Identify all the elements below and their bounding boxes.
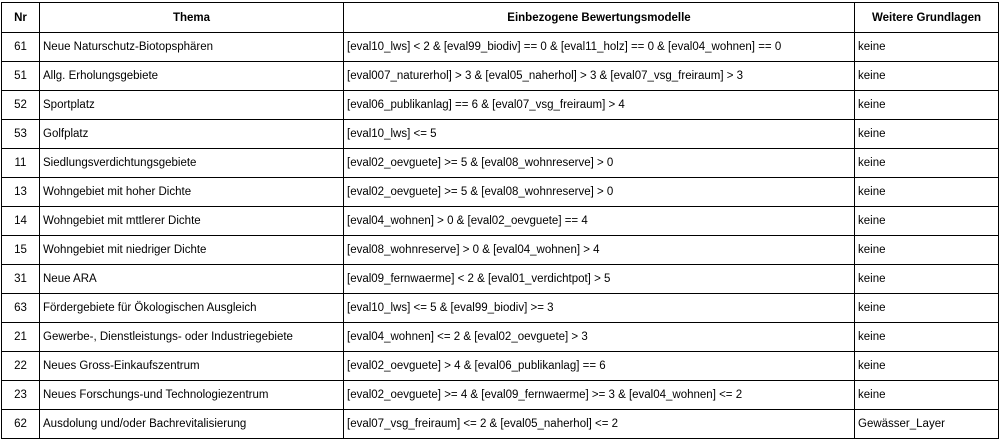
nr-cell: 61 (2, 33, 40, 62)
table-row (2, 352, 999, 381)
header-thema: Thema (40, 3, 344, 33)
thema-cell: Allg. Erholungsgebiete (40, 62, 344, 91)
thema-cell: Golfplatz (40, 120, 344, 149)
bewertungsmodelle-cell: [eval007_naturerhol] > 3 & [eval05_naherhol] > 3 & [eval07_vsg_freiraum] > 3 (344, 62, 855, 91)
nr-cell: 62 (2, 410, 40, 439)
bewertungsmodelle-cell: [eval02_oevguete] >= 5 & [eval08_wohnreserve] > 0 (344, 149, 855, 178)
table-row (2, 236, 999, 265)
table-row (2, 294, 999, 323)
thema-cell: Wohngebiet mit hoher Dichte (40, 178, 344, 207)
thema-cell: Siedlungsverdichtungsgebiete (40, 149, 344, 178)
thema-cell: Wohngebiet mit mttlerer Dichte (40, 207, 344, 236)
nr-cell: 21 (2, 323, 40, 352)
bewertungsmodelle-cell: [eval10_lws] <= 5 & [eval99_biodiv] >= 3 (344, 294, 855, 323)
header-weitere-grundlagen: Weitere Grundlagen (855, 3, 999, 33)
nr-cell: 31 (2, 265, 40, 294)
table-row (2, 149, 999, 178)
weitere-grundlagen-cell: keine (855, 91, 999, 120)
nr-cell: 15 (2, 236, 40, 265)
table-row (2, 62, 999, 91)
bewertungsmodelle-cell: [eval04_wohnen] > 0 & [eval02_oevguete] == 4 (344, 207, 855, 236)
weitere-grundlagen-cell: keine (855, 33, 999, 62)
table-row (2, 381, 999, 410)
thema-cell: Neues Forschungs-und Technologiezentrum (40, 381, 344, 410)
table-body (2, 33, 999, 439)
weitere-grundlagen-cell: keine (855, 323, 999, 352)
thema-cell: Neues Gross-Einkaufszentrum (40, 352, 344, 381)
weitere-grundlagen-cell: keine (855, 265, 999, 294)
thema-cell: Gewerbe-, Dienstleistungs- oder Industriegebiete (40, 323, 344, 352)
header-bewertungsmodelle: Einbezogene Bewertungsmodelle (344, 3, 855, 33)
bewertungsmodelle-cell: [eval06_publikanlag] == 6 & [eval07_vsg_freiraum] > 4 (344, 91, 855, 120)
nr-cell: 63 (2, 294, 40, 323)
nr-cell: 13 (2, 178, 40, 207)
thema-cell: Ausdolung und/oder Bachrevitalisierung (40, 410, 344, 439)
bewertungsmodelle-cell: [eval02_oevguete] > 4 & [eval06_publikanlag] == 6 (344, 352, 855, 381)
bewertungsmodelle-cell: [eval10_lws] <= 5 (344, 120, 855, 149)
weitere-grundlagen-cell: keine (855, 149, 999, 178)
nr-cell: 52 (2, 91, 40, 120)
thema-cell: Fördergebiete für Ökologischen Ausgleich (40, 294, 344, 323)
nr-cell: 14 (2, 207, 40, 236)
table-row (2, 91, 999, 120)
table-row (2, 323, 999, 352)
table-row (2, 207, 999, 236)
weitere-grundlagen-cell: keine (855, 207, 999, 236)
table-row (2, 33, 999, 62)
weitere-grundlagen-cell: keine (855, 62, 999, 91)
table-row (2, 410, 999, 439)
table-row (2, 120, 999, 149)
header-row (2, 3, 999, 33)
header-nr: Nr (2, 3, 40, 33)
nr-cell: 11 (2, 149, 40, 178)
weitere-grundlagen-cell: keine (855, 178, 999, 207)
weitere-grundlagen-cell: keine (855, 236, 999, 265)
thema-cell: Neue ARA (40, 265, 344, 294)
bewertungsmodelle-cell: [eval02_oevguete] >= 5 & [eval08_wohnreserve] > 0 (344, 178, 855, 207)
table-row (2, 265, 999, 294)
weitere-grundlagen-cell: keine (855, 294, 999, 323)
bewertungsmodelle-cell: [eval02_oevguete] >= 4 & [eval09_fernwaerme] >= 3 & [eval04_wohnen] <= 2 (344, 381, 855, 410)
bewertungsmodelle-cell: [eval08_wohnreserve] > 0 & [eval04_wohnen] > 4 (344, 236, 855, 265)
weitere-grundlagen-cell: keine (855, 352, 999, 381)
bewertungsmodelle-cell: [eval04_wohnen] <= 2 & [eval02_oevguete] > 3 (344, 323, 855, 352)
weitere-grundlagen-cell: keine (855, 381, 999, 410)
table-header (2, 3, 999, 33)
bewertungsmodelle-cell: [eval07_vsg_freiraum] <= 2 & [eval05_naherhol] <= 2 (344, 410, 855, 439)
bewertungsmodelle-cell: [eval10_lws] < 2 & [eval99_biodiv] == 0 & [eval11_holz] == 0 & [eval04_wohnen] == 0 (344, 33, 855, 62)
thema-cell: Sportplatz (40, 91, 344, 120)
thema-cell: Neue Naturschutz-Biotopsphären (40, 33, 344, 62)
weitere-grundlagen-cell: keine (855, 120, 999, 149)
nr-cell: 51 (2, 62, 40, 91)
bewertungsmodelle-cell: [eval09_fernwaerme] < 2 & [eval01_verdichtpot] > 5 (344, 265, 855, 294)
nr-cell: 23 (2, 381, 40, 410)
evaluation-models-table (1, 2, 999, 439)
nr-cell: 53 (2, 120, 40, 149)
weitere-grundlagen-cell: Gewässer_Layer (855, 410, 999, 439)
nr-cell: 22 (2, 352, 40, 381)
table-row (2, 178, 999, 207)
thema-cell: Wohngebiet mit niedriger Dichte (40, 236, 344, 265)
